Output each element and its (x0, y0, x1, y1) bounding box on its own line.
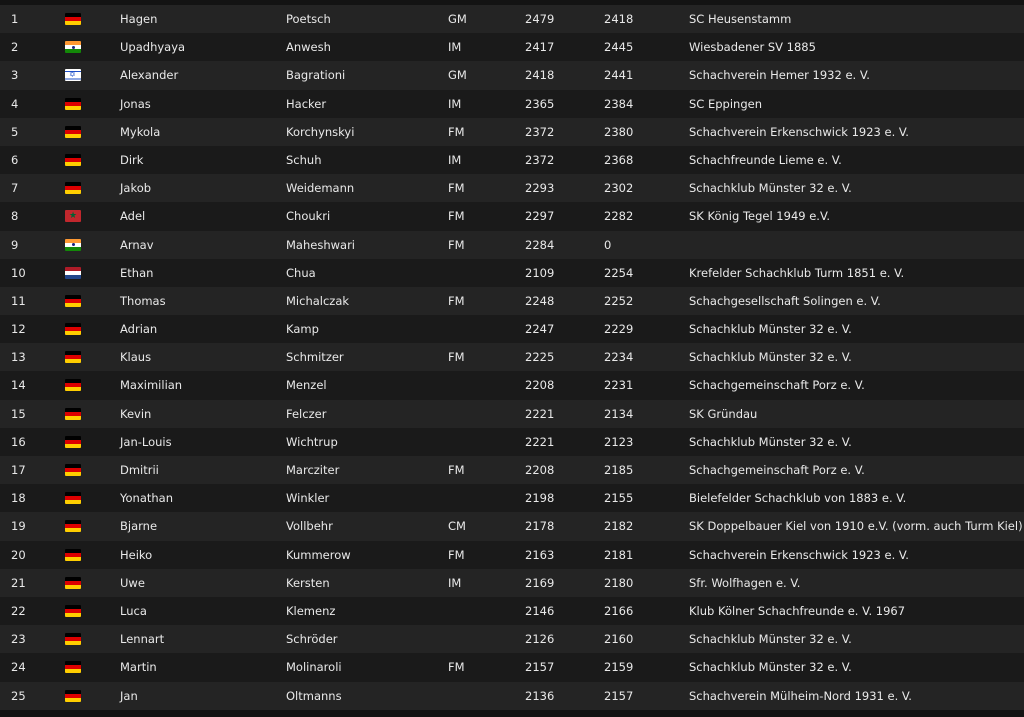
club-cell: Bielefelder Schachklub von 1883 e. V. (689, 491, 907, 506)
club-cell: SC Eppingen (689, 96, 762, 111)
last-name-cell: Klemenz (286, 603, 336, 618)
rating-cell: 2181 (604, 547, 634, 562)
last-name-cell: Vollbehr (286, 519, 333, 534)
first-name-cell: Jonas (120, 96, 151, 111)
title-cell: GM (448, 68, 467, 83)
rating-cell: 2180 (604, 575, 634, 590)
rating-cell: 2178 (525, 519, 555, 534)
club-cell: Schachklub Münster 32 e. V. (689, 434, 852, 449)
rating-cell: 2384 (604, 96, 634, 111)
table-row[interactable] (0, 118, 1024, 146)
table-row[interactable] (0, 541, 1024, 569)
rating-cell: 2221 (525, 434, 555, 449)
de-flag-icon (65, 154, 81, 166)
flag-cell (65, 605, 81, 617)
table-row[interactable] (0, 343, 1024, 371)
rank-cell: 6 (11, 152, 19, 167)
club-cell: Schachgesellschaft Solingen e. V. (689, 293, 881, 308)
rating-cell: 2155 (604, 491, 634, 506)
club-cell: Schachverein Hemer 1932 e. V. (689, 68, 870, 83)
rank-cell: 24 (11, 660, 26, 675)
rating-cell: 2479 (525, 12, 555, 26)
last-name-cell: Schuh (286, 152, 322, 167)
table-row[interactable] (0, 5, 1024, 33)
first-name-cell: Adrian (120, 322, 158, 337)
de-flag-icon (65, 126, 81, 138)
de-flag-icon (65, 408, 81, 420)
table-row[interactable] (0, 259, 1024, 287)
rating-cell: 2157 (525, 660, 555, 675)
flag-cell (65, 549, 81, 561)
de-flag-icon (65, 295, 81, 307)
de-flag-icon (65, 323, 81, 335)
rating-cell: 2297 (525, 209, 555, 224)
table-row[interactable] (0, 287, 1024, 315)
rating-cell: 0 (604, 237, 612, 252)
first-name-cell: Maximilian (120, 378, 183, 393)
rating-cell: 2126 (525, 632, 555, 647)
rating-cell: 2160 (604, 632, 634, 647)
rank-cell: 3 (11, 68, 19, 83)
table-row[interactable] (0, 484, 1024, 512)
de-flag-icon (65, 661, 81, 673)
de-flag-icon (65, 633, 81, 645)
flag-cell (65, 154, 81, 166)
first-name-cell: Mykola (120, 124, 161, 139)
rank-cell: 22 (11, 603, 26, 618)
de-flag-icon (65, 605, 81, 617)
first-name-cell: Heiko (120, 547, 153, 562)
club-cell: Sfr. Wolfhagen e. V. (689, 575, 801, 590)
first-name-cell: Jan (120, 688, 138, 703)
flag-cell (65, 492, 81, 504)
flag-cell (65, 239, 81, 251)
table-row[interactable] (0, 231, 1024, 259)
rating-cell: 2380 (604, 124, 634, 139)
title-cell: CM (448, 519, 466, 534)
rating-cell: 2157 (604, 688, 634, 703)
flag-cell (65, 633, 81, 645)
il-flag-icon (65, 69, 81, 81)
flag-cell (65, 520, 81, 532)
last-name-cell: Kamp (286, 322, 319, 337)
rating-cell: 2418 (525, 68, 555, 83)
flag-cell (65, 126, 81, 138)
first-name-cell: Bjarne (120, 519, 158, 534)
last-name-cell: Michalczak (286, 293, 350, 308)
de-flag-icon (65, 98, 81, 110)
title-cell: IM (448, 96, 462, 111)
flag-cell (65, 41, 81, 53)
rating-cell: 2229 (604, 322, 634, 337)
first-name-cell: Yonathan (120, 491, 174, 506)
table-row[interactable] (0, 315, 1024, 343)
rating-cell: 2254 (604, 265, 634, 280)
last-name-cell: Oltmanns (286, 688, 342, 703)
title-cell: FM (448, 181, 465, 196)
table-row[interactable] (0, 202, 1024, 230)
first-name-cell: Luca (120, 603, 147, 618)
title-cell: FM (448, 350, 465, 365)
first-name-cell: Lennart (120, 632, 165, 647)
last-name-cell: Wichtrup (286, 434, 338, 449)
flag-cell (65, 351, 81, 363)
rating-cell: 2134 (604, 406, 634, 421)
rank-cell: 17 (11, 463, 26, 477)
table-row[interactable] (0, 625, 1024, 653)
last-name-cell: Bagrationi (286, 68, 346, 83)
club-cell: Klub Kölner Schachfreunde e. V. 1967 (689, 603, 906, 618)
de-flag-icon (65, 436, 81, 448)
title-cell: IM (448, 575, 462, 590)
rating-cell: 2208 (525, 378, 555, 393)
table-row[interactable] (0, 428, 1024, 456)
de-flag-icon (65, 379, 81, 391)
de-flag-icon (65, 464, 81, 476)
rank-cell: 21 (11, 575, 26, 590)
rating-cell: 2182 (604, 519, 634, 534)
flag-cell (65, 13, 81, 25)
club-cell: Schachgemeinschaft Porz e. V. (689, 378, 865, 393)
title-cell: FM (448, 293, 465, 308)
de-flag-icon (65, 13, 81, 25)
first-name-cell: Hagen (120, 12, 158, 26)
in-flag-icon (65, 239, 81, 251)
de-flag-icon (65, 549, 81, 561)
last-name-cell: Chua (286, 265, 316, 280)
title-cell: FM (448, 660, 465, 675)
rating-cell: 2146 (525, 603, 555, 618)
rank-cell: 14 (11, 378, 26, 393)
table-row[interactable] (0, 146, 1024, 174)
rating-cell: 2282 (604, 209, 634, 224)
rank-cell: 7 (11, 181, 19, 196)
table-row[interactable] (0, 400, 1024, 428)
rating-cell: 2163 (525, 547, 555, 562)
last-name-cell: Weidemann (286, 181, 355, 196)
title-cell: FM (448, 237, 465, 252)
table-row[interactable] (0, 512, 1024, 540)
rating-cell: 2109 (525, 265, 555, 280)
rating-cell: 2225 (525, 350, 555, 365)
table-row[interactable] (0, 371, 1024, 399)
last-name-cell: Kummerow (286, 547, 351, 562)
last-name-cell: Winkler (286, 491, 330, 506)
club-cell: Schachklub Münster 32 e. V. (689, 181, 852, 196)
title-cell: FM (448, 124, 465, 139)
rank-cell: 10 (11, 265, 26, 280)
flag-cell (65, 323, 81, 335)
first-name-cell: Adel (120, 209, 146, 224)
last-name-cell: Poetsch (286, 12, 331, 26)
last-name-cell: Anwesh (286, 40, 331, 55)
rank-cell: 4 (11, 96, 19, 111)
rank-cell: 9 (11, 237, 19, 252)
rank-cell: 8 (11, 209, 19, 224)
rank-cell: 23 (11, 632, 26, 647)
club-cell: Schachfreunde Lieme e. V. (689, 152, 842, 167)
rating-cell: 2234 (604, 350, 634, 365)
ma-flag-icon (65, 210, 81, 222)
rating-cell: 2372 (525, 152, 555, 167)
last-name-cell: Menzel (286, 378, 327, 393)
de-flag-icon (65, 492, 81, 504)
rank-cell: 12 (11, 322, 26, 337)
title-cell: IM (448, 40, 462, 55)
club-cell: Schachverein Erkenschwick 1923 e. V. (689, 547, 909, 562)
first-name-cell: Klaus (120, 350, 152, 365)
flag-cell (65, 267, 81, 279)
rank-cell: 15 (11, 406, 26, 421)
club-cell: SC Heusenstamm (689, 12, 792, 26)
rank-cell: 11 (11, 293, 26, 308)
rating-cell: 2365 (525, 96, 555, 111)
club-cell: Krefelder Schachklub Turm 1851 e. V. (689, 265, 905, 280)
first-name-cell: Dmitrii (120, 463, 159, 477)
last-name-cell: Korchynskyi (286, 124, 355, 139)
table-row[interactable] (0, 597, 1024, 625)
rating-cell: 2302 (604, 181, 634, 196)
in-flag-icon (65, 41, 81, 53)
last-name-cell: Choukri (286, 209, 331, 224)
last-name-cell: Schmitzer (286, 350, 344, 365)
rating-cell: 2231 (604, 378, 634, 393)
rank-cell: 1 (11, 12, 19, 26)
last-name-cell: Marcziter (286, 463, 340, 477)
flag-cell (65, 379, 81, 391)
club-cell: Schachklub Münster 32 e. V. (689, 660, 852, 675)
first-name-cell: Jan-Louis (120, 434, 172, 449)
rating-cell: 2198 (525, 491, 555, 506)
table-row[interactable] (0, 682, 1024, 710)
first-name-cell: Uwe (120, 575, 145, 590)
table-row[interactable] (0, 174, 1024, 202)
table-row[interactable] (0, 569, 1024, 597)
de-flag-icon (65, 351, 81, 363)
table-row[interactable] (0, 653, 1024, 681)
de-flag-icon (65, 182, 81, 194)
rank-cell: 20 (11, 547, 26, 562)
title-cell: FM (448, 547, 465, 562)
flag-cell (65, 436, 81, 448)
last-name-cell: Maheshwari (286, 237, 355, 252)
title-cell: GM (448, 12, 467, 26)
flag-cell (65, 661, 81, 673)
rating-cell: 2418 (604, 12, 634, 26)
flag-cell (65, 182, 81, 194)
flag-cell (65, 69, 81, 81)
flag-cell (65, 690, 81, 702)
de-flag-icon (65, 690, 81, 702)
first-name-cell: Dirk (120, 152, 144, 167)
rank-cell: 2 (11, 40, 19, 55)
flag-cell (65, 210, 81, 222)
club-cell: Schachverein Mülheim-Nord 1931 e. V. (689, 688, 912, 703)
de-flag-icon (65, 520, 81, 532)
player-table (0, 5, 1024, 710)
rating-cell: 2169 (525, 575, 555, 590)
rating-cell: 2208 (525, 463, 555, 477)
rating-cell: 2252 (604, 293, 634, 308)
nl-flag-icon (65, 267, 81, 279)
rating-cell: 2248 (525, 293, 555, 308)
first-name-cell: Kevin (120, 406, 152, 421)
last-name-cell: Hacker (286, 96, 327, 111)
rating-cell: 2159 (604, 660, 634, 675)
club-cell: Schachverein Erkenschwick 1923 e. V. (689, 124, 909, 139)
flag-cell (65, 577, 81, 589)
table-row[interactable] (0, 90, 1024, 118)
rank-cell: 25 (11, 688, 26, 703)
rank-cell: 16 (11, 434, 26, 449)
rank-cell: 19 (11, 519, 26, 534)
table-row[interactable] (0, 33, 1024, 61)
club-cell: Wiesbadener SV 1885 (689, 40, 816, 55)
rating-cell: 2293 (525, 181, 555, 196)
title-cell: FM (448, 209, 465, 224)
rating-cell: 2247 (525, 322, 555, 337)
rating-cell: 2284 (525, 237, 555, 252)
last-name-cell: Molinaroli (286, 660, 342, 675)
table-row[interactable] (0, 61, 1024, 89)
club-cell: Schachklub Münster 32 e. V. (689, 350, 852, 365)
first-name-cell: Arnav (120, 237, 154, 252)
table-row[interactable] (0, 456, 1024, 484)
first-name-cell: Alexander (120, 68, 179, 83)
first-name-cell: Upadhyaya (120, 40, 186, 55)
flag-cell (65, 295, 81, 307)
rating-cell: 2417 (525, 40, 555, 55)
rating-cell: 2368 (604, 152, 634, 167)
first-name-cell: Thomas (120, 293, 166, 308)
first-name-cell: Ethan (120, 265, 154, 280)
title-cell: IM (448, 152, 462, 167)
last-name-cell: Kersten (286, 575, 330, 590)
club-cell: SK Doppelbauer Kiel von 1910 e.V. (vorm. auch Turm Kiel) (689, 519, 1023, 534)
last-name-cell: Schröder (286, 632, 338, 647)
rank-cell: 18 (11, 491, 26, 506)
rating-cell: 2123 (604, 434, 634, 449)
rating-cell: 2185 (604, 463, 634, 477)
club-cell: Schachklub Münster 32 e. V. (689, 322, 852, 337)
rating-cell: 2372 (525, 124, 555, 139)
club-cell: Schachgemeinschaft Porz e. V. (689, 463, 865, 477)
rank-cell: 13 (11, 350, 26, 365)
rating-cell: 2166 (604, 603, 634, 618)
flag-cell (65, 408, 81, 420)
flag-cell (65, 98, 81, 110)
club-cell: SK Gründau (689, 406, 758, 421)
first-name-cell: Martin (120, 660, 157, 675)
title-cell: FM (448, 463, 465, 477)
club-cell: SK König Tegel 1949 e.V. (689, 209, 831, 224)
club-cell: Schachklub Münster 32 e. V. (689, 632, 852, 647)
first-name-cell: Jakob (120, 181, 152, 196)
flag-cell (65, 464, 81, 476)
de-flag-icon (65, 577, 81, 589)
rating-cell: 2221 (525, 406, 555, 421)
last-name-cell: Felczer (286, 406, 327, 421)
rating-cell: 2445 (604, 40, 634, 55)
rating-cell: 2136 (525, 688, 555, 703)
rank-cell: 5 (11, 124, 19, 139)
rating-cell: 2441 (604, 68, 634, 83)
